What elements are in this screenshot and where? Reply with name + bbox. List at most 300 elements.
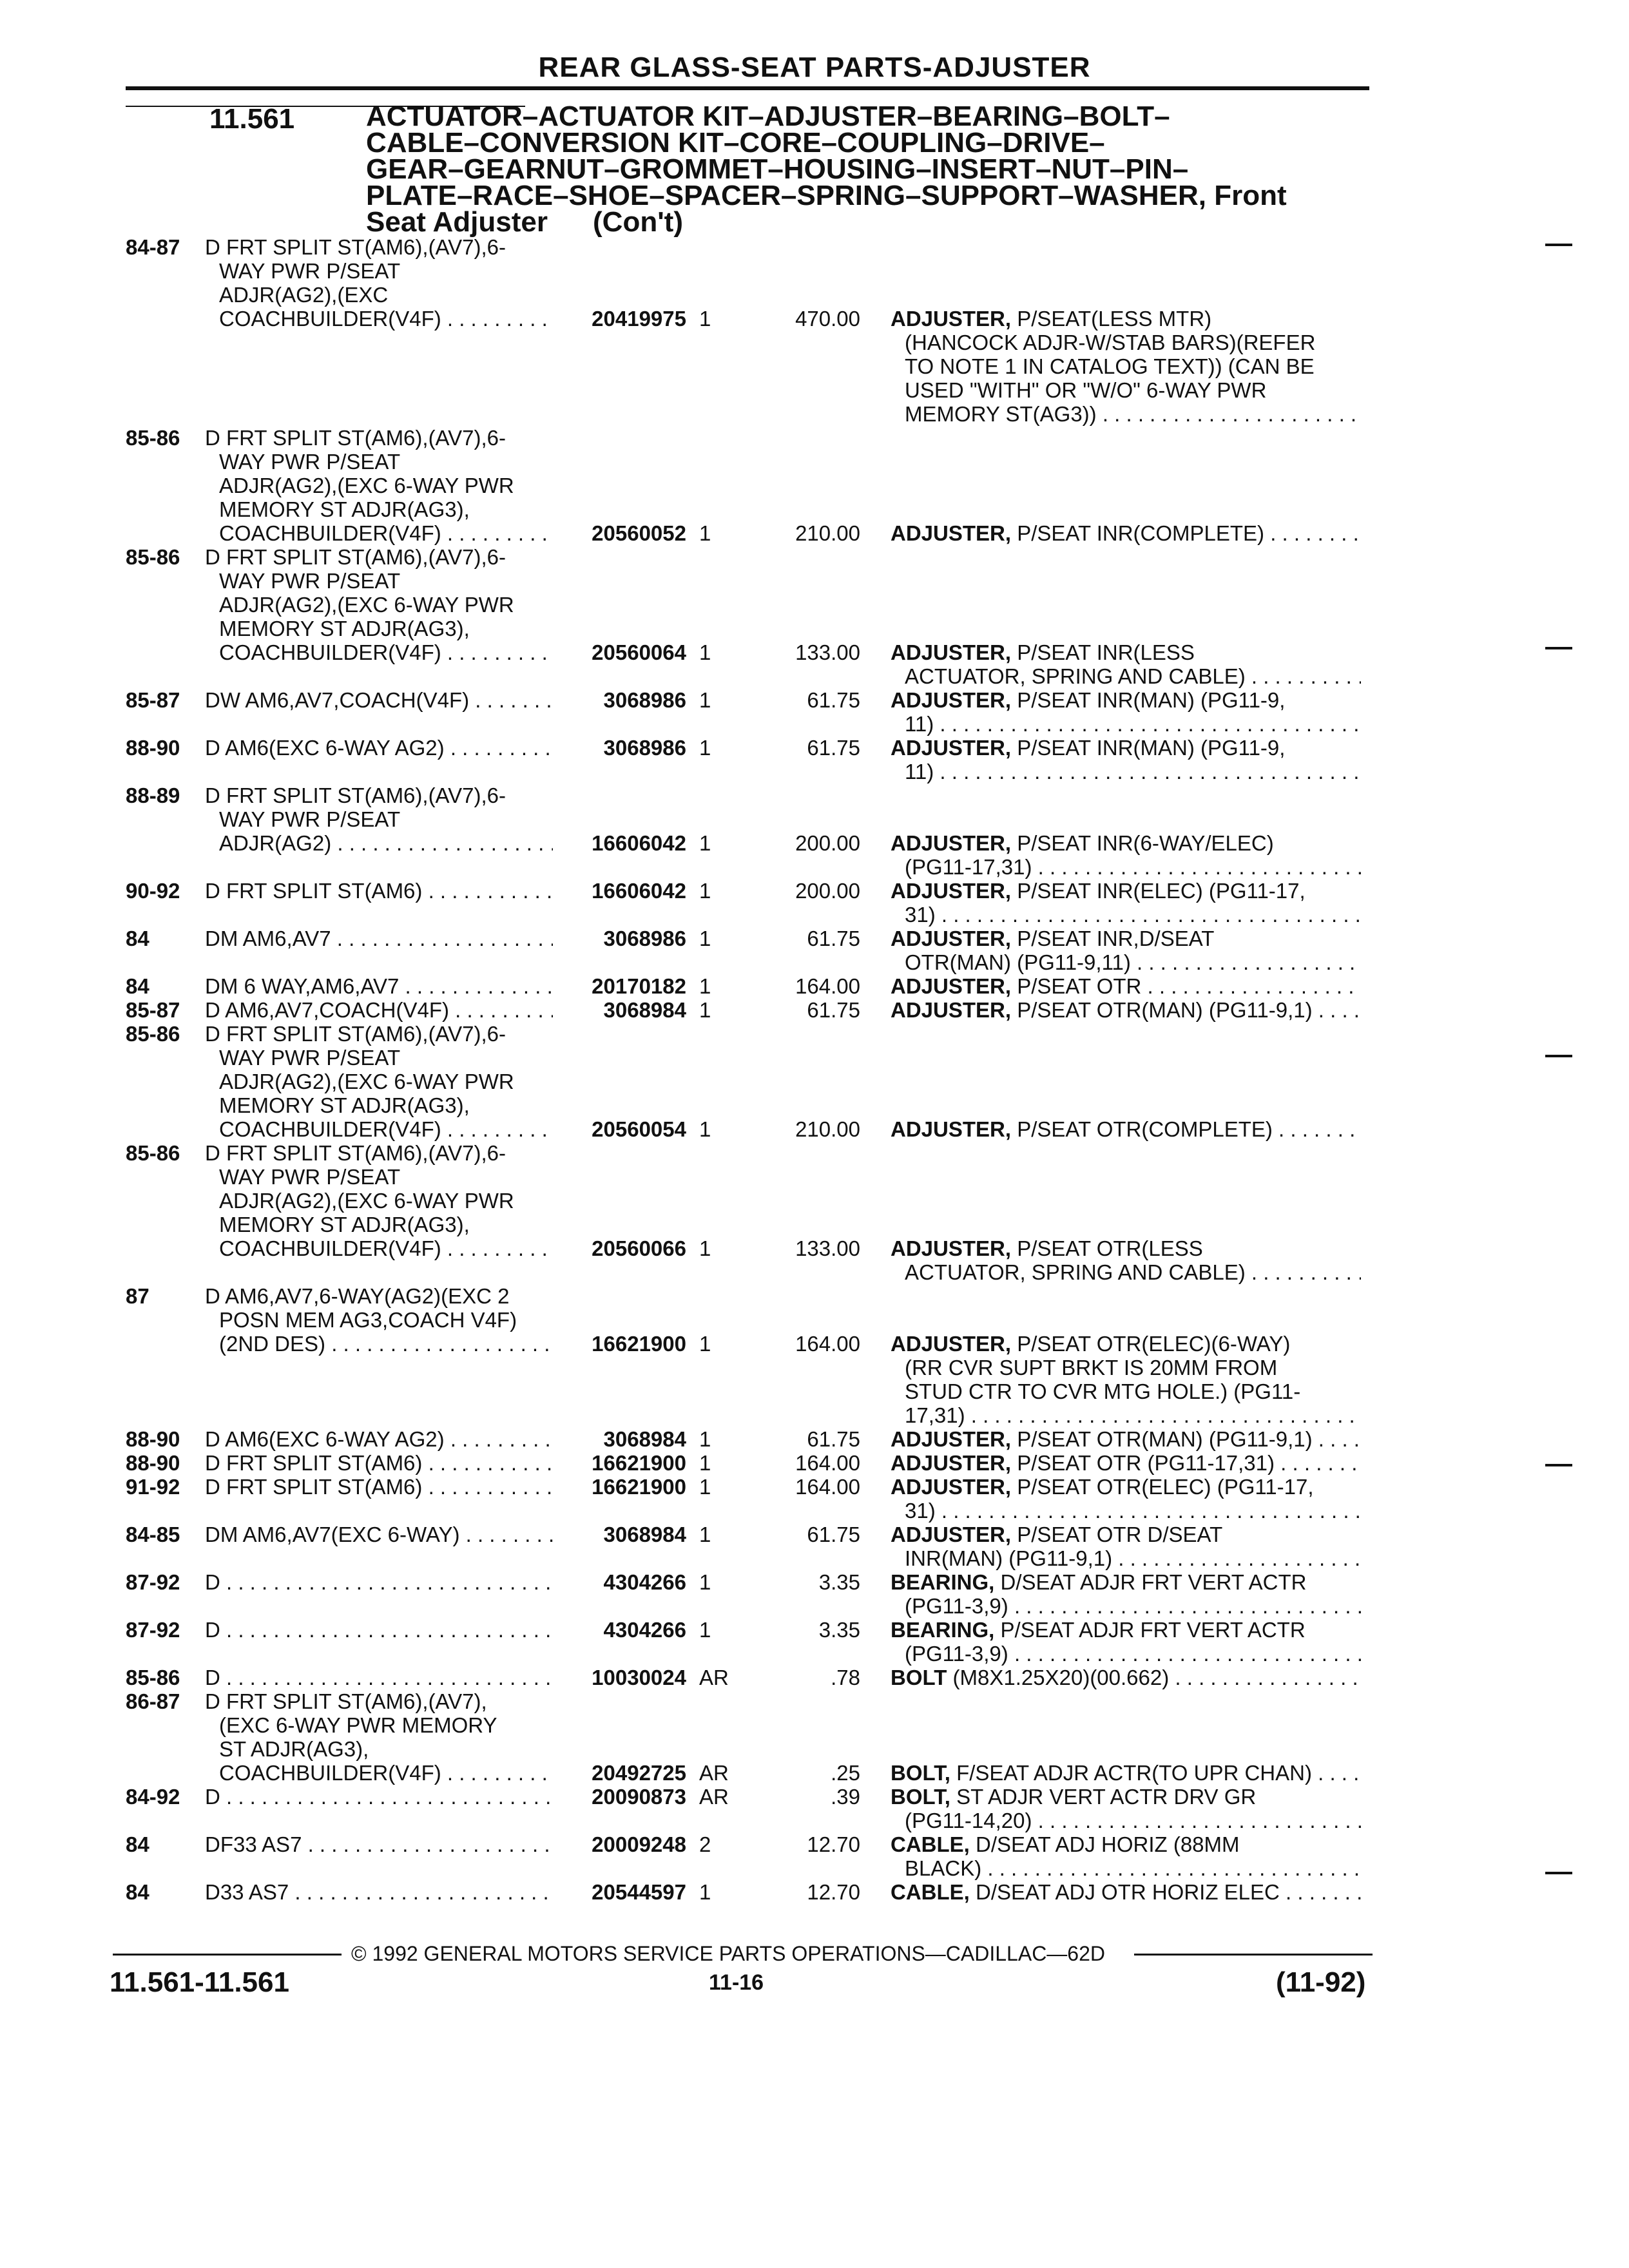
part-name-line: 17,31) . . . xyxy=(891,1403,1361,1427)
part-name-line: TO NOTE 1 IN CATALOG TEXT)) (CAN BE xyxy=(905,354,1315,378)
model-years: 85-86 xyxy=(126,1141,180,1165)
price: .39 xyxy=(831,1785,860,1809)
part-name-line: BLACK) . . . xyxy=(891,1856,1361,1880)
part-number: 20560052 xyxy=(554,521,686,545)
part-name-line xyxy=(891,1523,1361,1546)
part-name-line xyxy=(891,1761,1361,1785)
section-title-line-3: GEAR–GEARNUT–GROMMET–HOUSING–INSERT–NUT–PIN– xyxy=(366,153,1189,185)
model-years: 85-86 xyxy=(126,545,180,569)
title-rule xyxy=(126,86,1369,90)
price: 133.00 xyxy=(795,1236,860,1260)
part-type: ADJUSTER, xyxy=(891,1427,1012,1451)
part-name-line: 31) . . . xyxy=(891,1499,1361,1523)
part-name-line xyxy=(891,1666,1361,1689)
quantity: 1 xyxy=(699,1523,711,1546)
part-name-line: (PG11-14,20) . . . xyxy=(891,1809,1361,1832)
part-name-line xyxy=(891,879,1361,903)
part-name xyxy=(891,1618,1361,1666)
part-name-line xyxy=(891,1785,1361,1809)
quantity: AR xyxy=(699,1785,729,1809)
price: 164.00 xyxy=(795,974,860,998)
description-line: COACHBUILDER(V4F) . . . xyxy=(205,1117,553,1141)
part-number: 20090873 xyxy=(554,1785,686,1809)
application-description xyxy=(205,1618,553,1642)
part-name-text: D/SEAT ADJ OTR HORIZ ELEC xyxy=(976,1880,1280,1904)
part-name-text: P/SEAT INR(MAN) (PG11-9, xyxy=(1017,688,1286,712)
description-line: D . . . xyxy=(205,1666,553,1689)
part-name-line xyxy=(891,1570,1361,1594)
section-title-line-5 xyxy=(366,206,1345,238)
part-name-line xyxy=(891,831,1361,855)
price: 61.75 xyxy=(807,927,860,950)
description-line: D FRT SPLIT ST(AM6),(AV7),6- xyxy=(205,1141,506,1165)
quantity: 1 xyxy=(699,1427,711,1451)
part-name-line: (PG11-17,31) . . . xyxy=(891,855,1361,879)
part-name-line xyxy=(891,1427,1361,1451)
model-years: 84 xyxy=(126,974,149,998)
footer-date-code: (11-92) xyxy=(1276,1966,1366,1998)
quantity: 1 xyxy=(699,521,711,545)
quantity: 1 xyxy=(699,879,711,903)
price: 200.00 xyxy=(795,879,860,903)
description-line: ADJR(AG2),(EXC 6-WAY PWR xyxy=(219,474,514,497)
description-line: D FRT SPLIT ST(AM6) . . . xyxy=(205,879,553,903)
part-name-text: P/SEAT INR(ELEC) (PG11-17, xyxy=(1017,879,1306,903)
part-name-text: P/SEAT OTR xyxy=(1017,974,1142,998)
part-name-line xyxy=(891,1475,1361,1499)
part-name-text: P/SEAT INR(COMPLETE) xyxy=(1017,521,1265,545)
part-name xyxy=(891,1785,1361,1832)
description-line: DM AM6,AV7(EXC 6-WAY) . . . xyxy=(205,1523,553,1546)
part-name-line: ACTUATOR, SPRING AND CABLE) . . . xyxy=(891,1260,1361,1284)
model-years: 85-86 xyxy=(126,426,180,450)
description-line: (2ND DES) . . . xyxy=(205,1332,553,1356)
part-name-line: 11) . . . xyxy=(891,760,1361,783)
quantity: 1 xyxy=(699,974,711,998)
model-years: 85-87 xyxy=(126,688,180,712)
description-line: DM 6 WAY,AM6,AV7 . . . xyxy=(205,974,553,998)
part-name-text: P/SEAT OTR(ELEC)(6-WAY) xyxy=(1017,1332,1291,1356)
part-name-line: STUD CTR TO CVR MTG HOLE.) (PG11- xyxy=(905,1379,1301,1403)
description-line: D33 AS7 . . . xyxy=(205,1880,553,1904)
part-type: ADJUSTER, xyxy=(891,307,1012,331)
description-line: D AM6(EXC 6-WAY AG2) . . . xyxy=(205,1427,553,1451)
application-description xyxy=(205,1832,553,1856)
model-years: 88-90 xyxy=(126,736,180,760)
description-line: COACHBUILDER(V4F) . . . xyxy=(205,640,553,664)
model-years: 84-85 xyxy=(126,1523,180,1546)
part-name-line: ACTUATOR, SPRING AND CABLE) . . . xyxy=(891,664,1361,688)
part-name-line xyxy=(891,640,1361,664)
footer-page-number: 11-16 xyxy=(709,1970,764,1995)
part-type: ADJUSTER, xyxy=(891,1332,1012,1356)
part-name-text: P/SEAT INR(LESS xyxy=(1017,640,1195,664)
description-line: COACHBUILDER(V4F) . . . xyxy=(205,1236,553,1260)
part-number: 16606042 xyxy=(554,879,686,903)
quantity: AR xyxy=(699,1666,729,1689)
quantity: 1 xyxy=(699,998,711,1022)
part-number: 3068986 xyxy=(554,927,686,950)
description-line: D FRT SPLIT ST(AM6),(AV7),6- xyxy=(205,783,506,807)
margin-tick xyxy=(1545,244,1572,246)
part-name xyxy=(891,1427,1361,1451)
model-years: 84-87 xyxy=(126,235,180,259)
part-type: ADJUSTER, xyxy=(891,1236,1012,1260)
description-line: ADJR(AG2) . . . xyxy=(205,831,553,855)
part-type: BEARING, xyxy=(891,1618,995,1642)
part-name-line xyxy=(891,1117,1361,1141)
part-type: ADJUSTER, xyxy=(891,640,1012,664)
quantity: 1 xyxy=(699,1618,711,1642)
application-description xyxy=(205,1523,553,1546)
part-number: 3068984 xyxy=(554,1523,686,1546)
price: 133.00 xyxy=(795,640,860,664)
quantity: 1 xyxy=(699,1475,711,1499)
part-name-text: P/SEAT OTR(LESS xyxy=(1017,1236,1203,1260)
model-years: 87-92 xyxy=(126,1570,180,1594)
part-type: BOLT xyxy=(891,1666,947,1689)
page-title: REAR GLASS-SEAT PARTS-ADJUSTER xyxy=(538,52,1091,83)
part-number: 3068984 xyxy=(554,1427,686,1451)
description-line: MEMORY ST ADJR(AG3), xyxy=(219,497,470,521)
part-type: ADJUSTER, xyxy=(891,1451,1012,1475)
model-years: 85-86 xyxy=(126,1666,180,1689)
quantity: 1 xyxy=(699,640,711,664)
application-description xyxy=(205,974,553,998)
price: 164.00 xyxy=(795,1451,860,1475)
part-name-line xyxy=(891,998,1361,1022)
part-name xyxy=(891,974,1361,998)
description-line: D . . . xyxy=(205,1570,553,1594)
model-years: 84 xyxy=(126,927,149,950)
description-line: ADJR(AG2),(EXC 6-WAY PWR xyxy=(219,1070,514,1093)
part-name xyxy=(891,831,1361,879)
part-name-text: P/SEAT INR(6-WAY/ELEC) xyxy=(1017,831,1274,855)
part-name-line: (RR CVR SUPT BRKT IS 20MM FROM xyxy=(905,1356,1278,1379)
part-name xyxy=(891,640,1361,688)
description-line: MEMORY ST ADJR(AG3), xyxy=(219,1093,470,1117)
part-number: 20009248 xyxy=(554,1832,686,1856)
quantity: 1 xyxy=(699,1117,711,1141)
part-name xyxy=(891,1570,1361,1618)
part-type: ADJUSTER, xyxy=(891,974,1012,998)
part-name xyxy=(891,521,1361,545)
part-name xyxy=(891,879,1361,927)
description-line: MEMORY ST ADJR(AG3), xyxy=(219,1213,470,1236)
quantity: 1 xyxy=(699,831,711,855)
part-number: 20544597 xyxy=(554,1880,686,1904)
part-name-line xyxy=(891,974,1361,998)
part-name-line xyxy=(891,1618,1361,1642)
part-name-line xyxy=(891,927,1361,950)
quantity: 1 xyxy=(699,307,711,331)
part-name-text: P/SEAT OTR(ELEC) (PG11-17, xyxy=(1017,1475,1314,1499)
part-name-text: ST ADJR VERT ACTR DRV GR xyxy=(956,1785,1257,1809)
model-years: 84-92 xyxy=(126,1785,180,1809)
price: 61.75 xyxy=(807,688,860,712)
price: 200.00 xyxy=(795,831,860,855)
application-description xyxy=(205,426,553,545)
part-name xyxy=(891,1236,1361,1284)
section-title-tail: Seat Adjuster xyxy=(366,206,548,238)
part-name-text: P/SEAT(LESS MTR) xyxy=(1017,307,1212,331)
model-years: 91-92 xyxy=(126,1475,180,1499)
part-type: CABLE, xyxy=(891,1880,970,1904)
description-line: D FRT SPLIT ST(AM6),(AV7),6- xyxy=(205,235,506,259)
part-name xyxy=(891,1475,1361,1523)
description-line: (EXC 6-WAY PWR MEMORY xyxy=(219,1713,497,1737)
model-years: 88-90 xyxy=(126,1427,180,1451)
description-line: DM AM6,AV7 . . . xyxy=(205,927,553,950)
part-type: ADJUSTER, xyxy=(891,1523,1012,1546)
model-years: 87 xyxy=(126,1284,149,1308)
part-name-text: P/SEAT INR,D/SEAT xyxy=(1017,927,1215,950)
part-number: 20560066 xyxy=(554,1236,686,1260)
section-title-line-4: PLATE–RACE–SHOE–SPACER–SPRING–SUPPORT–WASHER, Front xyxy=(366,180,1287,211)
part-number: 10030024 xyxy=(554,1666,686,1689)
price: 470.00 xyxy=(795,307,860,331)
part-name-text: P/SEAT OTR(COMPLETE) xyxy=(1017,1117,1273,1141)
application-description xyxy=(205,1141,553,1260)
part-name xyxy=(891,998,1361,1022)
part-number: 16621900 xyxy=(554,1475,686,1499)
quantity: 1 xyxy=(699,927,711,950)
description-line: D FRT SPLIT ST(AM6) . . . xyxy=(205,1475,553,1499)
quantity: 2 xyxy=(699,1832,711,1856)
quantity: 1 xyxy=(699,1451,711,1475)
description-line: MEMORY ST ADJR(AG3), xyxy=(219,617,470,640)
description-line: COACHBUILDER(V4F) . . . xyxy=(205,1761,553,1785)
part-name-text: P/SEAT INR(MAN) (PG11-9, xyxy=(1017,736,1286,760)
part-type: ADJUSTER, xyxy=(891,1117,1012,1141)
quantity: 1 xyxy=(699,736,711,760)
part-name-line: (HANCOCK ADJR-W/STAB BARS)(REFER xyxy=(905,331,1316,354)
part-name-text: P/SEAT ADJR FRT VERT ACTR xyxy=(1000,1618,1306,1642)
application-description xyxy=(205,783,553,855)
description-line: WAY PWR P/SEAT xyxy=(219,569,401,593)
quantity: 1 xyxy=(699,1570,711,1594)
description-line: D . . . xyxy=(205,1785,553,1809)
margin-tick xyxy=(1545,1464,1572,1466)
part-type: ADJUSTER, xyxy=(891,521,1012,545)
part-name xyxy=(891,927,1361,974)
quantity: 1 xyxy=(699,1236,711,1260)
part-name-line: 11) . . . xyxy=(891,712,1361,736)
model-years: 84 xyxy=(126,1880,149,1904)
part-name-line: OTR(MAN) (PG11-9,11) . . . xyxy=(891,950,1361,974)
part-number: 4304266 xyxy=(554,1570,686,1594)
description-line: D FRT SPLIT ST(AM6),(AV7),6- xyxy=(205,1022,506,1046)
model-years: 86-87 xyxy=(126,1689,180,1713)
model-years: 88-89 xyxy=(126,783,180,807)
part-name xyxy=(891,1332,1361,1427)
footer-rule-right xyxy=(1134,1954,1373,1956)
description-line: ADJR(AG2),(EXC 6-WAY PWR xyxy=(219,1189,514,1213)
part-name-text: P/SEAT OTR(MAN) (PG11-9,1) xyxy=(1017,998,1313,1022)
part-number: 3068986 xyxy=(554,736,686,760)
part-name xyxy=(891,1880,1361,1904)
description-line: D AM6,AV7,COACH(V4F) . . . xyxy=(205,998,553,1022)
part-name-line xyxy=(891,1236,1361,1260)
application-description xyxy=(205,998,553,1022)
part-type: ADJUSTER, xyxy=(891,688,1012,712)
price: 3.35 xyxy=(818,1570,860,1594)
price: 61.75 xyxy=(807,998,860,1022)
model-years: 88-90 xyxy=(126,1451,180,1475)
part-name-line xyxy=(891,1880,1361,1904)
part-name xyxy=(891,1666,1361,1689)
description-line: WAY PWR P/SEAT xyxy=(219,807,401,831)
part-name-text: D/SEAT ADJ HORIZ (88MM xyxy=(976,1832,1240,1856)
application-description xyxy=(205,1427,553,1451)
part-number: 20560064 xyxy=(554,640,686,664)
part-type: BOLT, xyxy=(891,1785,950,1809)
part-name xyxy=(891,688,1361,736)
part-type: ADJUSTER, xyxy=(891,998,1012,1022)
application-description xyxy=(205,1284,553,1356)
price: 61.75 xyxy=(807,1427,860,1451)
description-line: WAY PWR P/SEAT xyxy=(219,259,401,283)
quantity: 1 xyxy=(699,1332,711,1356)
description-line: D FRT SPLIT ST(AM6),(AV7), xyxy=(205,1689,487,1713)
description-line: D FRT SPLIT ST(AM6) . . . xyxy=(205,1451,553,1475)
model-years: 85-86 xyxy=(126,1022,180,1046)
part-number: 3068986 xyxy=(554,688,686,712)
quantity: 1 xyxy=(699,688,711,712)
part-name-text: P/SEAT OTR D/SEAT xyxy=(1017,1523,1223,1546)
part-name-line xyxy=(891,736,1361,760)
price: 61.75 xyxy=(807,1523,860,1546)
part-name xyxy=(891,307,1361,426)
application-description xyxy=(205,1022,553,1141)
application-description xyxy=(205,1880,553,1904)
part-name-line: (PG11-3,9) . . . xyxy=(891,1642,1361,1666)
description-line: D FRT SPLIT ST(AM6),(AV7),6- xyxy=(205,545,506,569)
quantity: AR xyxy=(699,1761,729,1785)
part-name xyxy=(891,1451,1361,1475)
part-name xyxy=(891,1761,1361,1785)
part-type: BEARING, xyxy=(891,1570,995,1594)
quantity: 1 xyxy=(699,1880,711,1904)
description-line: WAY PWR P/SEAT xyxy=(219,450,401,474)
footer-rule-left xyxy=(113,1954,342,1956)
part-number: 20492725 xyxy=(554,1761,686,1785)
description-line: WAY PWR P/SEAT xyxy=(219,1046,401,1070)
part-name-text: P/SEAT OTR(MAN) (PG11-9,1) xyxy=(1017,1427,1313,1451)
part-name-text: P/SEAT OTR (PG11-17,31) xyxy=(1017,1451,1275,1475)
part-type: BOLT, xyxy=(891,1761,950,1785)
model-years: 90-92 xyxy=(126,879,180,903)
application-description xyxy=(205,1785,553,1809)
price: 210.00 xyxy=(795,521,860,545)
part-number: 20419975 xyxy=(554,307,686,331)
footer-section-range: 11.561-11.561 xyxy=(110,1966,289,1998)
part-name-text: (M8X1.25X20)(00.662) xyxy=(952,1666,1170,1689)
section-number: 11.561 xyxy=(209,103,295,135)
application-description xyxy=(205,1689,553,1785)
description-line: COACHBUILDER(V4F) . . . xyxy=(205,307,553,331)
price: 3.35 xyxy=(818,1618,860,1642)
margin-tick xyxy=(1545,1872,1572,1874)
model-years: 84 xyxy=(126,1832,149,1856)
section-title-line-1: ACTUATOR–ACTUATOR KIT–ADJUSTER–BEARING–BOLT– xyxy=(366,101,1170,132)
part-type: ADJUSTER, xyxy=(891,736,1012,760)
part-type: ADJUSTER, xyxy=(891,927,1012,950)
description-line: DW AM6,AV7,COACH(V4F) . . . xyxy=(205,688,553,712)
part-number: 4304266 xyxy=(554,1618,686,1642)
application-description xyxy=(205,235,553,331)
part-name-line xyxy=(891,521,1361,545)
margin-tick xyxy=(1545,1055,1572,1057)
description-line: DF33 AS7 . . . xyxy=(205,1832,553,1856)
description-line: ST ADJR(AG3), xyxy=(219,1737,369,1761)
price: 164.00 xyxy=(795,1475,860,1499)
part-name xyxy=(891,1523,1361,1570)
part-name-line xyxy=(891,1332,1361,1356)
description-line: COACHBUILDER(V4F) . . . xyxy=(205,521,553,545)
application-description xyxy=(205,736,553,760)
part-name xyxy=(891,1832,1361,1880)
description-line: WAY PWR P/SEAT xyxy=(219,1165,401,1189)
part-name-line: MEMORY ST(AG3)) . . . xyxy=(891,402,1361,426)
part-name-line: INR(MAN) (PG11-9,1) . . . xyxy=(891,1546,1361,1570)
part-type: ADJUSTER, xyxy=(891,831,1012,855)
application-description xyxy=(205,1475,553,1499)
description-line: D AM6(EXC 6-WAY AG2) . . . xyxy=(205,736,553,760)
part-number: 16606042 xyxy=(554,831,686,855)
model-years: 87-92 xyxy=(126,1618,180,1642)
part-number: 16621900 xyxy=(554,1332,686,1356)
part-name-line xyxy=(891,688,1361,712)
price: 12.70 xyxy=(807,1832,860,1856)
price: .25 xyxy=(831,1761,860,1785)
description-line: D FRT SPLIT ST(AM6),(AV7),6- xyxy=(205,426,506,450)
application-description xyxy=(205,688,553,712)
application-description xyxy=(205,927,553,950)
part-name-line: (PG11-3,9) . . . xyxy=(891,1594,1361,1618)
part-type: ADJUSTER, xyxy=(891,1475,1012,1499)
description-line: D AM6,AV7,6-WAY(AG2)(EXC 2 xyxy=(205,1284,510,1308)
part-name-text: D/SEAT ADJR FRT VERT ACTR xyxy=(1000,1570,1307,1594)
part-name xyxy=(891,736,1361,783)
footer-copyright: © 1992 GENERAL MOTORS SERVICE PARTS OPERATIONS—CADILLAC—62D xyxy=(351,1942,1105,1965)
part-number: 20170182 xyxy=(554,974,686,998)
description-line: ADJR(AG2),(EXC 6-WAY PWR xyxy=(219,593,514,617)
part-number: 20560054 xyxy=(554,1117,686,1141)
part-name-line xyxy=(891,307,1361,331)
part-type: ADJUSTER, xyxy=(891,879,1012,903)
price: 12.70 xyxy=(807,1880,860,1904)
part-number: 3068984 xyxy=(554,998,686,1022)
application-description xyxy=(205,879,553,903)
description-line: D . . . xyxy=(205,1618,553,1642)
application-description xyxy=(205,1451,553,1475)
part-number: 16621900 xyxy=(554,1451,686,1475)
price: 164.00 xyxy=(795,1332,860,1356)
description-line: POSN MEM AG3,COACH V4F) xyxy=(219,1308,517,1332)
section-title xyxy=(366,101,1345,238)
price: .78 xyxy=(831,1666,860,1689)
part-type: CABLE, xyxy=(891,1832,970,1856)
part-name-line xyxy=(891,1832,1361,1856)
model-years: 85-87 xyxy=(126,998,180,1022)
application-description xyxy=(205,1570,553,1594)
part-name-line xyxy=(891,1451,1361,1475)
price: 210.00 xyxy=(795,1117,860,1141)
part-name xyxy=(891,1117,1361,1141)
application-description xyxy=(205,1666,553,1689)
part-name-line: 31) . . . xyxy=(891,903,1361,927)
